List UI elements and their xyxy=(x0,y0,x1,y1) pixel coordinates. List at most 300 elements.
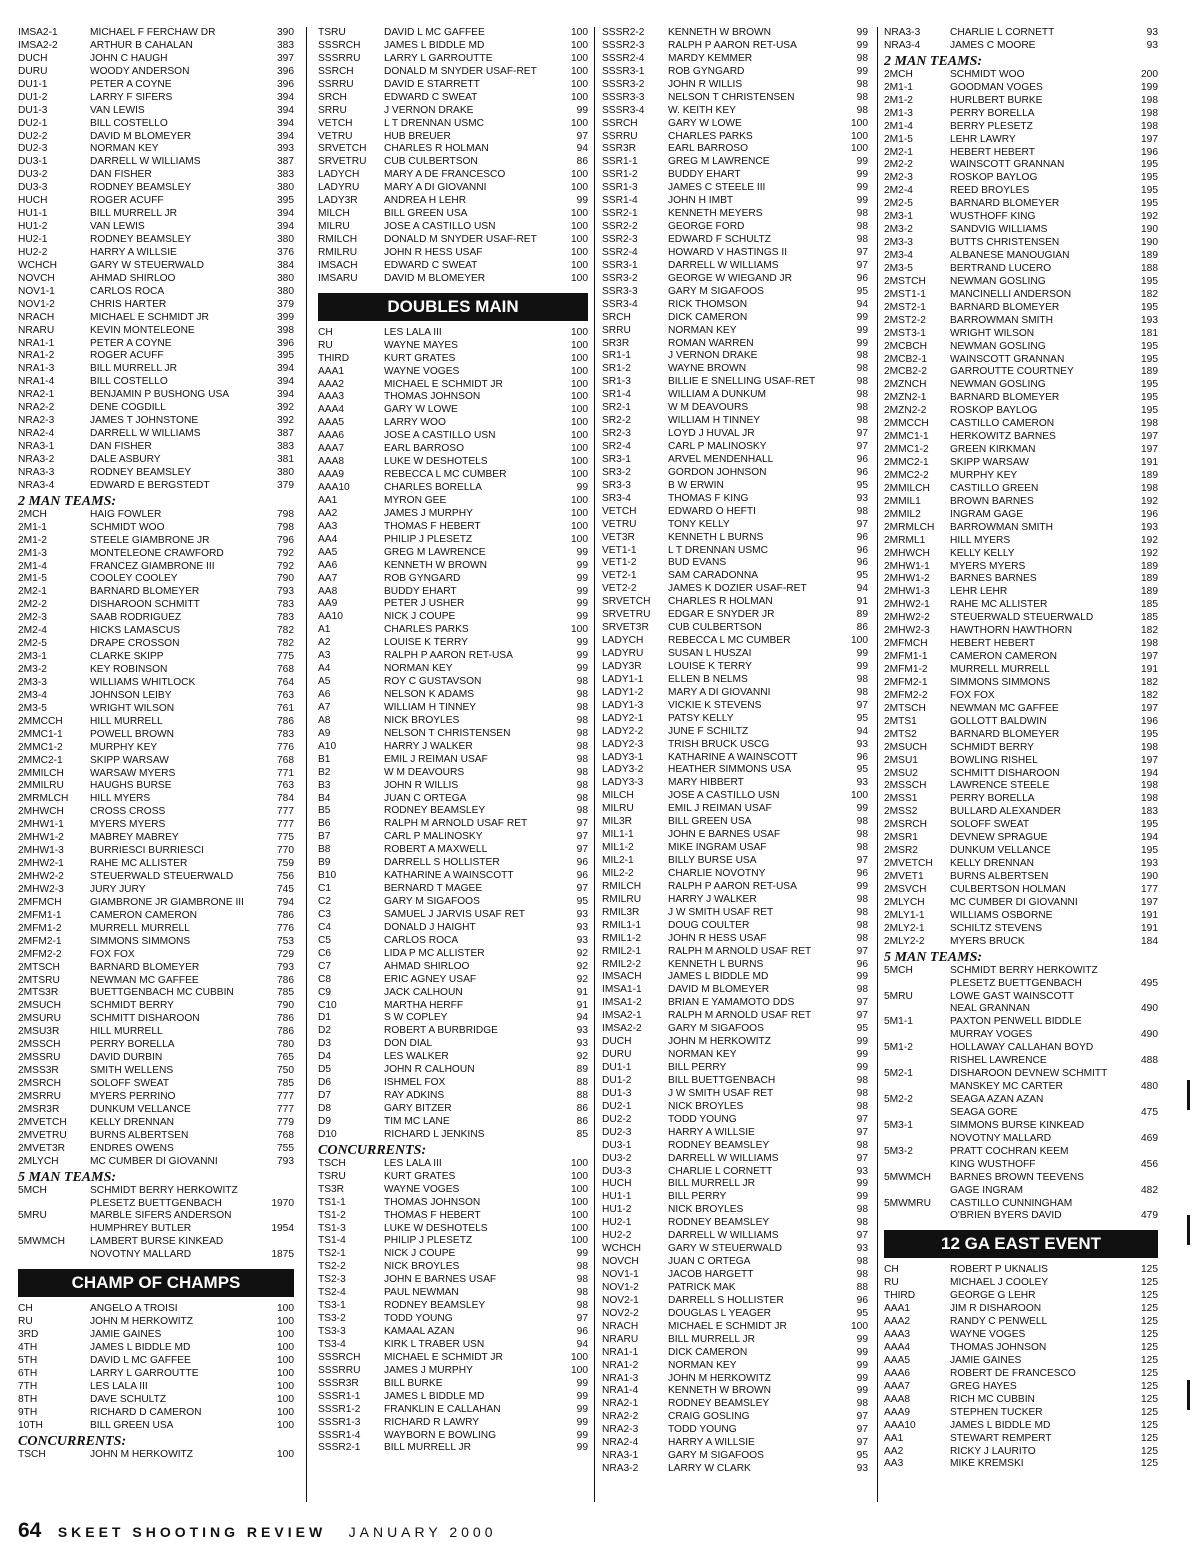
result-row xyxy=(318,143,588,156)
shooter-name: BILL MURRELL JR xyxy=(90,363,177,375)
result-row xyxy=(884,237,1158,250)
shooter-name: DAVE SCHULTZ xyxy=(90,1393,167,1405)
result-row xyxy=(602,40,868,53)
result-row xyxy=(602,1217,868,1230)
shooter-name: KELLY DRENNAN xyxy=(90,1116,174,1128)
shooter-name: VAN LEWIS xyxy=(90,221,145,233)
score: 97 xyxy=(856,259,868,271)
result-row xyxy=(318,404,588,417)
class-code: SSSR2-2 xyxy=(602,27,645,38)
result-row xyxy=(318,273,588,286)
class-code: DU1-1 xyxy=(602,1062,632,1073)
shooter-name: LARRY W CLARK xyxy=(668,1463,751,1475)
shooter-name: RISHEL LAWRENCE xyxy=(950,1055,1047,1067)
class-code: AA2 xyxy=(318,507,338,519)
result-row xyxy=(602,1166,868,1179)
score: 194 xyxy=(1141,767,1158,779)
result-row xyxy=(602,907,868,920)
score: 197 xyxy=(1141,754,1158,766)
class-code: THIRD xyxy=(884,1290,916,1302)
score: 91 xyxy=(856,596,868,608)
shooter-name: STEUERWALD STEUERWALD xyxy=(950,612,1094,624)
class-code: VETRU xyxy=(602,518,637,530)
shooter-name: KURT GRATES xyxy=(384,1170,456,1182)
result-row xyxy=(318,1430,588,1443)
score: 479 xyxy=(1141,1210,1158,1222)
shooter-name: SKIPP WARSAW xyxy=(90,754,169,766)
shooter-name: SCHMIDT BERRY xyxy=(950,741,1034,753)
page-number: 64 xyxy=(18,1519,42,1542)
shooter-name: REED BROYLES xyxy=(950,185,1030,197)
result-row xyxy=(602,596,868,609)
score: 1970 xyxy=(271,1197,294,1209)
shooter-name: INGRAM GAGE xyxy=(950,508,1024,520)
class-code: B7 xyxy=(318,831,331,843)
score: 195 xyxy=(1141,392,1158,404)
result-row xyxy=(884,302,1158,315)
class-code: SSSRCH xyxy=(318,39,361,51)
result-row xyxy=(318,780,588,793)
shooter-name: DARRELL S HOLLISTER xyxy=(668,1294,784,1306)
shooter-name: TIM MC LANE xyxy=(384,1115,450,1127)
shooter-name: FRANKLIN E CALLAHAN xyxy=(384,1403,501,1415)
class-code: NRA1-3 xyxy=(602,1372,639,1384)
result-row xyxy=(318,987,588,1000)
score: 98 xyxy=(576,766,588,778)
result-row xyxy=(602,415,868,428)
result-row xyxy=(318,456,588,469)
score: 792 xyxy=(277,560,294,572)
score: 98 xyxy=(576,805,588,817)
shooter-name: BARNARD BLOMEYER xyxy=(950,728,1060,740)
result-row xyxy=(18,845,294,858)
class-code xyxy=(18,1198,90,1211)
shooter-name: BILL COSTELLO xyxy=(90,117,168,129)
shooter-name: CASTILLO CAMERON xyxy=(950,418,1055,430)
score: 396 xyxy=(277,337,294,349)
class-code: WCHCH xyxy=(18,259,58,271)
class-code: DU2-3 xyxy=(602,1126,632,1138)
shooter-name: DAVID M BLOMEYER xyxy=(384,272,486,284)
shooter-name: WILLIAM H TINNEY xyxy=(384,701,477,713)
score: 96 xyxy=(856,272,868,284)
shooter-name: HARRY A WILLSIE xyxy=(668,1437,755,1449)
shooter-name: BILL GREEN USA xyxy=(384,208,468,220)
result-row xyxy=(318,637,588,650)
result-row xyxy=(884,651,1158,664)
class-code: 2M1-3 xyxy=(18,547,47,559)
score: 98 xyxy=(856,221,868,233)
class-code: 2M1-4 xyxy=(884,120,913,132)
result-row xyxy=(602,1450,868,1463)
result-row xyxy=(18,625,294,638)
result-row xyxy=(602,350,868,363)
result-row xyxy=(18,1000,294,1013)
class-code: 2MHW2-1 xyxy=(884,599,930,611)
class-code: C8 xyxy=(318,973,332,985)
score: 195 xyxy=(1141,159,1158,171)
shooter-name: HUB BREUER xyxy=(384,130,451,142)
score: 793 xyxy=(277,961,294,973)
result-row xyxy=(318,689,588,702)
shooter-name: SAM CARADONNA xyxy=(668,570,759,582)
class-code: C1 xyxy=(318,883,332,895)
class-code: 2MSR3R xyxy=(18,1103,60,1115)
class-code: SSR3R xyxy=(602,143,636,155)
result-row xyxy=(602,234,868,247)
score: 98 xyxy=(856,376,868,388)
shooter-name: HICKS LAMASCUS xyxy=(90,625,181,637)
shooter-name: GREG M LAWRENCE xyxy=(668,156,770,168)
class-code: 2MST2-1 xyxy=(884,301,926,313)
class-code: A8 xyxy=(318,714,331,726)
class-code: VETRU xyxy=(318,130,353,142)
class-code: 2M1-2 xyxy=(884,94,913,106)
result-row xyxy=(602,868,868,881)
result-row xyxy=(602,570,868,583)
result-row xyxy=(18,1026,294,1039)
class-code: HU2-2 xyxy=(18,246,48,258)
score: 95 xyxy=(856,1307,868,1319)
score: 771 xyxy=(277,767,294,779)
shooter-name: RODNEY BEAMSLEY xyxy=(90,234,192,245)
class-code: VET1-1 xyxy=(602,544,637,556)
score: 729 xyxy=(277,948,294,960)
class-code: 2MRMLCH xyxy=(18,793,69,805)
result-row xyxy=(318,53,588,66)
class-code: 2MSVCH xyxy=(884,883,927,895)
score: 182 xyxy=(1141,288,1158,300)
shooter-name: RALPH M ARNOLD USAF RET xyxy=(668,945,812,957)
result-row xyxy=(602,480,868,493)
result-row xyxy=(18,573,294,586)
shooter-name: CHARLES BORELLA xyxy=(384,482,482,493)
score: 182 xyxy=(1141,689,1158,701)
result-row xyxy=(318,92,588,105)
shooter-name: EARL BARROSO xyxy=(668,143,749,155)
class-code xyxy=(884,1081,950,1094)
class-code: SSSR1-4 xyxy=(318,1429,361,1441)
shooter-name: LARRY WOO xyxy=(384,417,446,429)
shooter-name: SOLOFF SWEAT xyxy=(90,1078,170,1089)
result-row xyxy=(18,131,294,144)
score: 100 xyxy=(571,391,588,403)
result-row xyxy=(318,650,588,663)
result-row xyxy=(602,545,868,558)
shooter-name: SMITH WELLENS xyxy=(90,1065,174,1077)
class-code: B6 xyxy=(318,818,331,830)
score: 98 xyxy=(856,52,868,64)
class-code: 10TH xyxy=(18,1419,43,1431)
score: 94 xyxy=(576,1012,588,1024)
shooter-name: GIAMBRONE JR GIAMBRONE III xyxy=(90,896,244,908)
result-row xyxy=(884,638,1158,651)
score: 775 xyxy=(277,651,294,663)
shooter-name: JAMES J MURPHY xyxy=(384,1364,473,1376)
shooter-name: CASTILLO GREEN xyxy=(950,482,1039,494)
shooter-name: LOUISE K TERRY xyxy=(384,637,468,649)
result-row xyxy=(602,1411,868,1424)
shooter-name: REBECCA L MC CUMBER xyxy=(384,469,507,481)
score: 97 xyxy=(576,130,588,142)
score: 98 xyxy=(856,686,868,698)
result-row xyxy=(884,832,1158,845)
class-code: DU2-2 xyxy=(602,1113,632,1125)
class-code: 2MHW1-2 xyxy=(884,573,930,585)
result-row xyxy=(602,1295,868,1308)
class-code xyxy=(884,1107,950,1120)
class-code: RMIL1-2 xyxy=(602,932,642,944)
shooter-name: DARRELL S HOLLISTER xyxy=(384,857,500,869)
score: 182 xyxy=(1141,676,1158,688)
shooter-name: NEAL GRANNAN xyxy=(950,1003,1031,1015)
shooter-name: THOMAS JOHNSON xyxy=(384,1196,481,1208)
shooter-name: BILL BUETTGENBACH xyxy=(668,1074,776,1086)
shooter-name: BILL PERRY xyxy=(668,1191,727,1203)
class-code: SSR3-4 xyxy=(602,298,638,310)
score: 189 xyxy=(1141,560,1158,572)
result-row xyxy=(18,832,294,845)
result-row xyxy=(318,327,588,340)
score: 192 xyxy=(1141,495,1158,507)
class-code: TS3-3 xyxy=(318,1326,346,1337)
class-code: SRCH xyxy=(602,311,631,323)
shooter-name: LIDA P MC ALLISTER xyxy=(384,947,485,959)
class-code: MIL2-1 xyxy=(602,855,634,866)
score: 392 xyxy=(277,415,294,427)
shooter-name: GARY W LOWE xyxy=(668,117,742,129)
column-divider xyxy=(306,27,307,1502)
result-row xyxy=(884,1172,1158,1185)
result-row xyxy=(318,79,588,92)
result-row xyxy=(18,690,294,703)
result-row xyxy=(318,741,588,754)
score: 99 xyxy=(856,195,868,207)
class-code: AAA1 xyxy=(318,365,345,377)
score: 95 xyxy=(856,1023,868,1035)
class-code: SSR1-2 xyxy=(602,169,638,181)
score: 790 xyxy=(277,573,294,585)
class-code: SSSR1-2 xyxy=(318,1403,361,1415)
subsection-heading: CONCURRENTS: xyxy=(18,1433,127,1449)
shooter-name: JAMIE GAINES xyxy=(90,1329,162,1341)
shooter-name: NORMAN KEY xyxy=(668,1049,737,1061)
class-code: LADY2-2 xyxy=(602,725,644,737)
class-code: TS1-2 xyxy=(318,1209,346,1221)
result-row xyxy=(18,1013,294,1026)
class-code: 2MHW2-3 xyxy=(18,883,64,895)
shooter-name: CARLOS ROCA xyxy=(90,285,165,297)
class-code xyxy=(884,1185,950,1198)
result-row xyxy=(884,1120,1158,1133)
result-row xyxy=(602,1191,868,1204)
result-row xyxy=(318,417,588,430)
score: 99 xyxy=(576,1442,588,1454)
result-row xyxy=(884,315,1158,328)
shooter-name: JOSE A CASTILLO USN xyxy=(384,221,496,233)
result-row xyxy=(884,742,1158,755)
result-row xyxy=(318,195,588,208)
result-row xyxy=(18,586,294,599)
result-row xyxy=(18,1130,294,1143)
shooter-name: MICHAEL F FERCHAW DR xyxy=(90,27,216,38)
class-code: 2MCB2-1 xyxy=(884,353,928,365)
subsection-heading: CONCURRENTS: xyxy=(318,1142,427,1158)
shooter-name: JOHN M HERKOWITZ xyxy=(90,1448,193,1460)
shooter-name: NELSON T CHRISTENSEN xyxy=(668,91,795,103)
result-row xyxy=(18,338,294,351)
result-row xyxy=(884,819,1158,832)
class-code: IMSA2-1 xyxy=(602,1010,642,1022)
class-code: AAA2 xyxy=(884,1316,911,1328)
score: 100 xyxy=(571,378,588,390)
score: 183 xyxy=(1141,806,1158,818)
class-code: RMILCH xyxy=(318,234,358,245)
score: 100 xyxy=(571,78,588,90)
shooter-name: BARNARD BLOMEYER xyxy=(950,198,1060,210)
result-row xyxy=(318,469,588,482)
class-code: DU3-2 xyxy=(602,1152,632,1164)
score: 95 xyxy=(856,712,868,724)
result-row xyxy=(318,1339,588,1352)
result-row xyxy=(602,609,868,622)
shooter-name: NEWMAN GOSLING xyxy=(950,340,1046,352)
class-code: AAA3 xyxy=(318,391,345,403)
shooter-name: L T DRENNAN USMC xyxy=(668,544,769,556)
result-row xyxy=(318,1025,588,1038)
result-row xyxy=(18,1104,294,1117)
result-row xyxy=(884,366,1158,379)
score: 456 xyxy=(1141,1158,1158,1170)
score: 98 xyxy=(856,208,868,220)
result-row xyxy=(602,622,868,635)
result-row xyxy=(18,975,294,988)
class-code: AA3 xyxy=(884,1458,904,1470)
result-row xyxy=(602,454,868,467)
score: 380 xyxy=(277,466,294,478)
score: 392 xyxy=(277,402,294,414)
class-code: AAA4 xyxy=(884,1342,911,1353)
score: 125 xyxy=(1141,1458,1158,1470)
result-row xyxy=(318,922,588,935)
result-row xyxy=(318,1287,588,1300)
result-row xyxy=(602,506,868,519)
result-row xyxy=(18,363,294,376)
score: 195 xyxy=(1141,379,1158,391)
shooter-name: CAMERON CAMERON xyxy=(90,909,197,921)
class-code: SR3-4 xyxy=(602,492,631,504)
result-row xyxy=(884,1303,1158,1316)
shooter-name: DICK CAMERON xyxy=(668,1346,748,1358)
score: 98 xyxy=(576,701,588,713)
result-row xyxy=(318,66,588,79)
shooter-name: ARVEL MENDENHALL xyxy=(668,453,774,465)
score: 100 xyxy=(571,1157,588,1169)
class-code: NOV1-1 xyxy=(18,285,55,297)
result-row xyxy=(318,27,588,40)
shooter-name: BILL PERRY xyxy=(668,1062,727,1073)
class-code: SR3-3 xyxy=(602,479,631,491)
class-code: MILCH xyxy=(602,790,634,802)
class-code xyxy=(18,1249,90,1262)
shooter-name: CROSS CROSS xyxy=(90,806,166,818)
result-row xyxy=(18,92,294,105)
shooter-name: JAMIE GAINES xyxy=(950,1354,1022,1366)
class-code: 5M2-2 xyxy=(884,1094,913,1105)
result-row xyxy=(602,428,868,441)
class-code: NRA3-4 xyxy=(18,479,55,491)
shooter-name: HERKOWITZ BARNES xyxy=(950,431,1056,443)
score: 794 xyxy=(277,896,294,908)
score: 100 xyxy=(571,272,588,284)
result-row xyxy=(18,1052,294,1065)
result-row xyxy=(602,1088,868,1101)
score: 99 xyxy=(856,156,868,168)
class-code: NOVCH xyxy=(602,1256,639,1268)
result-row xyxy=(18,195,294,208)
score: 195 xyxy=(1141,275,1158,287)
shooter-name: HILL MYERS xyxy=(950,534,1011,546)
result-row xyxy=(602,1463,868,1476)
shooter-name: HAWTHORN HAWTHORN xyxy=(950,625,1073,637)
class-code: 2MMILCH xyxy=(18,767,64,779)
class-code: RMIL1-1 xyxy=(602,919,642,931)
score: 97 xyxy=(856,1424,868,1436)
result-row xyxy=(884,224,1158,237)
shooter-name: PRATT COCHRAN KEEM xyxy=(950,1145,1069,1157)
score: 399 xyxy=(277,311,294,323)
class-code: 2MCBCH xyxy=(884,340,928,352)
score: 189 xyxy=(1141,586,1158,598)
shooter-name: DARRELL W WILLIAMS xyxy=(90,156,201,168)
score: 99 xyxy=(576,1248,588,1260)
score: 100 xyxy=(851,1320,868,1332)
shooter-name: JUAN C ORTEGA xyxy=(384,792,467,804)
shooter-name: WAINSCOTT GRANNAN xyxy=(950,159,1065,171)
score xyxy=(1130,1094,1158,1107)
score xyxy=(1130,1016,1158,1029)
result-row xyxy=(884,1264,1158,1277)
score: 99 xyxy=(856,324,868,336)
shooter-name: DAVID M BLOMEYER xyxy=(668,984,770,996)
result-row xyxy=(318,1158,588,1171)
class-code: 2MMCCH xyxy=(884,418,929,430)
class-code: NRA1-4 xyxy=(18,376,55,388)
class-code: SSSR2-1 xyxy=(318,1442,361,1454)
result-row xyxy=(602,247,868,260)
shooter-name: WAYNE VOGES xyxy=(950,1329,1026,1341)
class-code: SR2-3 xyxy=(602,428,631,440)
class-code: 2MTS1 xyxy=(884,715,917,727)
result-row xyxy=(18,651,294,664)
score: 393 xyxy=(277,143,294,155)
class-code: MIL1-1 xyxy=(602,829,634,841)
class-code: 2MTS3R xyxy=(18,987,59,999)
shooter-name: JIM R DISHAROON xyxy=(950,1303,1042,1315)
result-row xyxy=(602,687,868,700)
score: 93 xyxy=(576,908,588,920)
score: 91 xyxy=(576,986,588,998)
class-code: IMSA2-2 xyxy=(18,39,58,51)
score: 100 xyxy=(571,339,588,351)
column-divider xyxy=(877,27,878,1502)
score: 394 xyxy=(277,117,294,129)
shooter-name: CHARLES PARKS xyxy=(384,624,469,636)
result-row xyxy=(318,1391,588,1404)
shooter-name: BUDDY EHART xyxy=(668,169,741,181)
score: 100 xyxy=(277,1354,294,1366)
score: 190 xyxy=(1141,237,1158,249)
